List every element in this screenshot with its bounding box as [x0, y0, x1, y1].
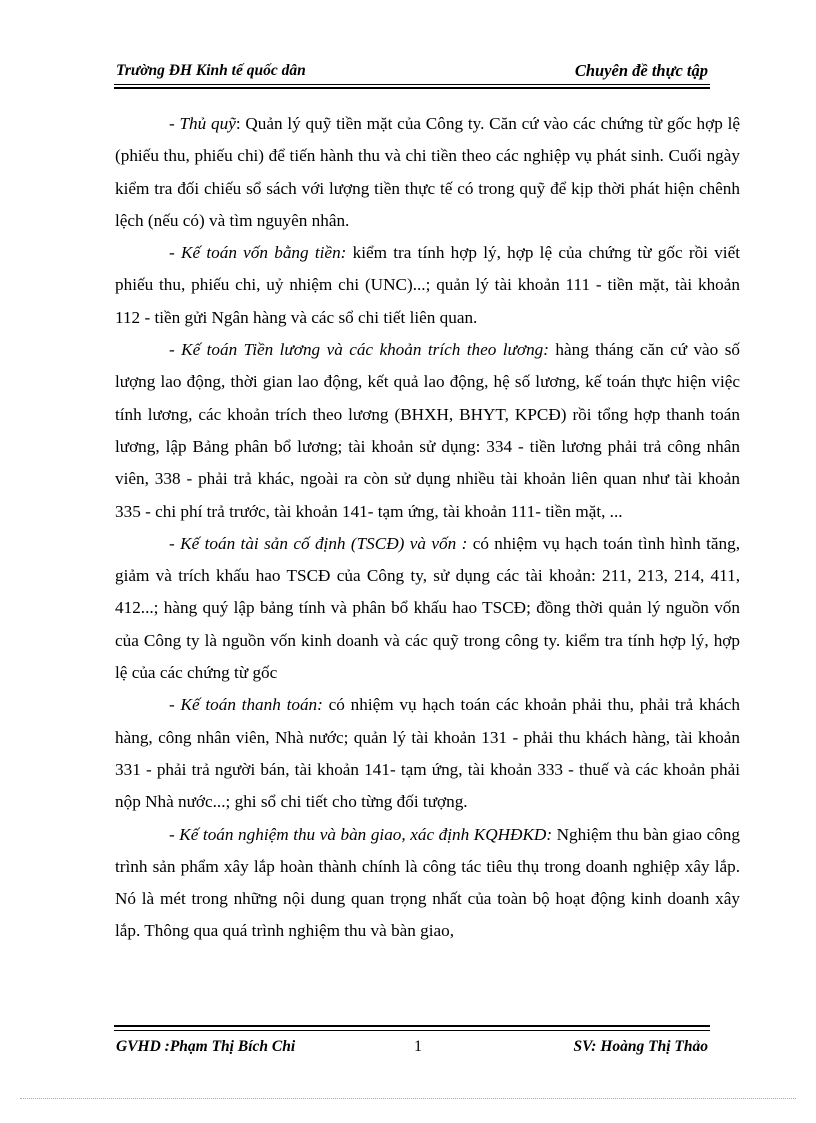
page-footer [114, 1035, 710, 1059]
footer-supervisor: GVHD :Phạm Thị Bích Chi [116, 1038, 296, 1055]
paragraph-thanh-toan: - Kế toán thanh toán: có nhiệm vụ hạch toán các khoản phải thu, phải trả khách hàng, công nhân viên, Nhà nước; quản lý tài khoản 131 - phải thu khách hàng, tài khoản 331 - phải trả người bán, tài khoản 141- tạm ứng, tài khoản 333 - thuế và các khoản phải nộp Nhà nước...; ghi sổ chi tiết cho từng đối tượng. [115, 695, 740, 812]
paragraph-thu-quy: - Thủ quỹ: Quản lý quỹ tiền mặt của Công ty. Căn cứ vào các chứng từ gốc hợp lệ (phiếu thu, phiếu chi) để tiến hành thu và chi tiền theo các nghiệp vụ phát sinh. Cuối ngày kiểm tra đối chiếu sổ sách với lượng tiền thực tế có trong quỹ để kịp thời phát hiện chênh lệch (nếu có) và tìm nguyên nhân. [115, 114, 740, 230]
footer-rule-thick [114, 1025, 710, 1027]
header-rule-thin [114, 84, 710, 85]
paragraph-tscd: - Kế toán tài sản cố định (TSCĐ) và vốn : có nhiệm vụ hạch toán tình hình tăng, giảm và trích khấu hao TSCĐ của Công ty, sử dụng các tài khoản: 211, 213, 214, 411, 412...; hàng quý lập bảng tính và phân bổ khấu hao TSCĐ; đồng thời quản lý nguồn vốn của Công ty là nguồn vốn kinh doanh và các quỹ trong công ty. kiểm tra tính hợp lý, hợp lệ của các chứng từ gốc [115, 533, 741, 683]
header-rule-thick [114, 87, 710, 89]
paragraph-nghiem-thu: - Kế toán nghiệm thu và bàn giao, xác định KQHĐKD: Nghiệm thu bàn giao công trình sản phẩm xây lắp hoàn thành chính là công tác tiêu thụ trong doanh nghiệp xây lắp. Nó là mét trong những nội dung quan trọng nhất của toàn bộ hoạt động kinh doanh xây lắp. Thông qua quá trình nghiệm thu và bàn giao, [115, 824, 740, 941]
paragraph-term: Kế toán thanh toán: [180, 695, 323, 715]
paragraph-text: kiểm tra tính hợp lý, hợp lệ của chứng từ gốc rồi viết phiếu thu, phiếu chi, uỷ nhiệm chi (UNC)...; quản lý tài khoản 111 - tiền mặt, tài khoản 112 - tiền gửi Ngân hàng và các sổ chi tiết liên quan. [115, 243, 740, 327]
header-doc-type: Chuyên đề thực tập [574, 61, 708, 80]
paragraph-tien-luong: - Kế toán Tiền lương và các khoản trích theo lương: hàng tháng căn cứ vào số lượng lao động, thời gian lao động, kết quả lao động, hệ số lương, kế toán thực hiện việc tính lương, các khoản trích theo lương (BHXH, BHYT, KPCĐ) rồi tổng hợp thanh toán lương, lập Bảng phân bổ lương; tài khoản sử dụng: 334 - tiền lương phải trả công nhân viên, 338 - phải trả khác, ngoài ra còn sử dụng nhiều tài khoản liên quan như tài khoản 335 - chi phí trả trước, tài khoản 141- tạm ứng, tài khoản 111- tiền mặt, ... [115, 340, 740, 521]
page-bottom-border [20, 1098, 796, 1099]
paragraph-text: : Quản lý quỹ tiền mặt của Công ty. Căn cứ vào các chứng từ gốc hợp lệ (phiếu thu, phiếu chi) để tiến hành thu và chi tiền theo các nghiệp vụ phát sinh. Cuối ngày kiểm tra đối chiếu sổ sách với lượng tiền thực tế có trong quỹ để kịp thời phát hiện chênh lệch (nếu có) và tìm nguyên nhân. [115, 114, 740, 230]
paragraph-von-bang-tien: - Kế toán vốn bằng tiền: kiểm tra tính hợp lý, hợp lệ của chứng từ gốc rồi viết phiếu thu, phiếu chi, uỷ nhiệm chi (UNC)...; quản lý tài khoản 111 - tiền mặt, tài khoản 112 - tiền gửi Ngân hàng và các sổ chi tiết liên quan. [115, 243, 740, 327]
paragraph-text: có nhiệm vụ hạch toán tình hình tăng, giảm và trích khấu hao TSCĐ của Công ty, sử dụng các tài khoản: 211, 213, 214, 411, 412...; hàng quý lập bảng tính và phân bổ khấu hao TSCĐ; đồng thời quản lý nguồn vốn của Công ty là nguồn vốn kinh doanh và các quỹ trong công ty. kiểm tra tính hợp lý, hợp lệ của các chứng từ gốc [115, 533, 741, 683]
paragraph-text: hàng tháng căn cứ vào số lượng lao động, thời gian lao động, kết quả lao động, hệ số lương, kế toán thực hiện việc tính lương, các khoản trích theo lương (BHXH, BHYT, KPCĐ) rồi tổng hợp thanh toán lương, lập Bảng phân bổ lương; tài khoản sử dụng: 334 - tiền lương phải trả công nhân viên, 338 - phải trả khác, ngoài ra còn sử dụng nhiều tài khoản liên quan như tài khoản 335 - chi phí trả trước, tài khoản 141- tạm ứng, tài khoản 111- tiền mặt, ... [115, 340, 740, 521]
paragraph-term: Kế toán tài sản cố định (TSCĐ) và vốn : [180, 533, 468, 553]
header-university: Trường ĐH Kinh tế quốc dân [116, 62, 306, 79]
page-header [114, 58, 710, 82]
paragraph-term: Kế toán vốn bằng tiền: [181, 243, 347, 263]
paragraph-text: có nhiệm vụ hạch toán các khoản phải thu, phải trả khách hàng, công nhân viên, Nhà nước; quản lý tài khoản 131 - phải thu khách hàng, tài khoản 331 - phải trả người bán, tài khoản 141- tạm ứng, tài khoản 333 - thuế và các khoản phải nộp Nhà nước...; ghi sổ chi tiết cho từng đối tượng. [115, 695, 740, 812]
document-body [115, 108, 740, 948]
paragraph-text: Nghiệm thu bàn giao công trình sản phẩm xây lắp hoàn thành chính là công tác tiêu thụ trong doanh nghiệp xây lắp. Nó là mét trong những nội dung quan trọng nhất của toàn bộ hoạt động kinh doanh xây lắp. Thông qua quá trình nghiệm thu và bàn giao, [115, 824, 740, 941]
paragraph-term: Kế toán nghiệm thu và bàn giao, xác định KQHĐKD: [179, 824, 553, 844]
page-number: 1 [414, 1038, 422, 1055]
paragraph-term: Kế toán Tiền lương và các khoản trích theo lương: [181, 340, 549, 360]
footer-student: SV: Hoàng Thị Thảo [573, 1038, 708, 1055]
paragraph-term: Thủ quỹ [179, 114, 236, 133]
footer-rule-thin [114, 1030, 710, 1031]
